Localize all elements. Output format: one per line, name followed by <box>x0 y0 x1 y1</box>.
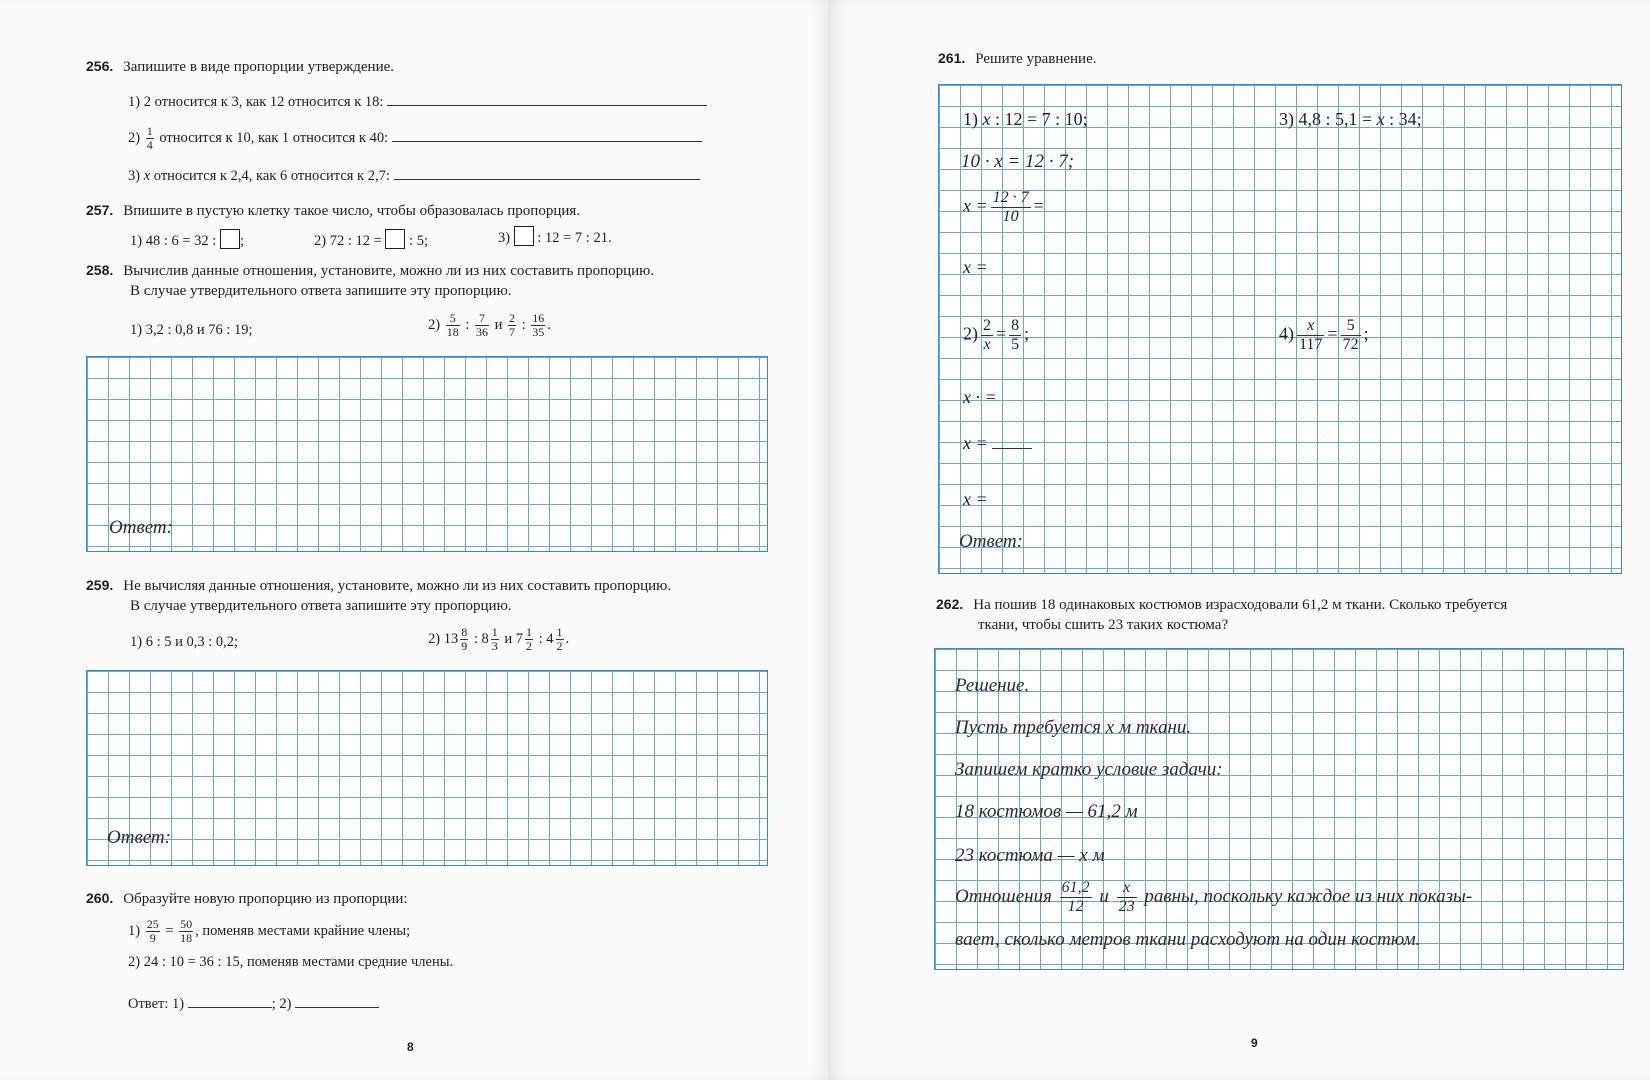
task-256-item-3: 3) x относится к 2,4, как 6 относится к 2,7: <box>128 168 700 185</box>
task-262-text-line1: На пошив 18 одинаковых костюмов израсходовали 61,2 м ткани. Сколько требуется <box>973 597 1508 613</box>
task-260-item-1: 1) $\frac{25}{9}$ = $\frac{50}{18}$ , поменяв местами крайние члены; <box>128 917 411 945</box>
equation-1: 1) x : 12 = 7 : 10; <box>963 109 1088 129</box>
answer-line[interactable] <box>387 105 707 106</box>
task-257-item-3: 3) : 12 = 7 : 21. <box>498 226 612 247</box>
answer-grid-261[interactable] <box>938 84 1622 574</box>
solution-line: вает, сколько метров ткани расходуют на один костюм. <box>955 929 1421 950</box>
step-line: x = <box>963 433 1032 454</box>
answer-line[interactable] <box>394 179 700 180</box>
task-260-number: 260. <box>86 890 114 906</box>
answer-label: Ответ: <box>107 827 171 848</box>
empty-cell[interactable] <box>220 229 240 249</box>
task-262-number: 262. <box>936 596 964 612</box>
step-line: x · = <box>963 387 997 407</box>
handwritten-step: 10 · x = 12 · 7; <box>961 151 1075 172</box>
task-258-item-1: 1) 3,2 : 0,8 и 76 : 19; <box>130 322 253 338</box>
empty-cell[interactable] <box>385 229 405 249</box>
empty-cell[interactable] <box>514 226 534 246</box>
task-261-header <box>938 50 1096 68</box>
task-259-text-line1: Не вычисляя данные отношения, установите, можно ли из них составить пропорцию. <box>123 578 672 594</box>
task-256-text: Запишите в виде пропорции утверждение. <box>123 59 395 75</box>
answer-label: Ответ: <box>959 531 1023 552</box>
fraction: $\frac{1}{4}$ <box>146 124 153 152</box>
task-256-number: 256. <box>86 58 114 74</box>
answer-line[interactable] <box>392 141 702 142</box>
equation-3: 3) 4,8 : 5,1 = x : 34; <box>1279 109 1422 129</box>
task-259-text-line2: В случае утвердительного ответа запишите эту пропорцию. <box>130 598 512 614</box>
task-260-item-2: 2) 24 : 10 = 36 : 15, поменяв местами средние члены. <box>128 954 454 970</box>
solution-line: Отношения $\frac{61,2}{12}$ и $\frac{x}{23}$ равны, поскольку каждое из них показы- <box>955 879 1473 915</box>
answer-grid-259[interactable] <box>86 670 768 866</box>
task-260-text: Образуйте новую пропорцию из пропорции: <box>123 891 408 907</box>
page-number: 8 <box>407 1040 414 1054</box>
task-257-item-1: 1) 48 : 6 = 32 : ; <box>130 229 244 250</box>
step-line: x = <box>963 257 988 277</box>
task-257-text: Впишите в пустую клетку такое число, чтобы образовалась пропорция. <box>123 203 581 219</box>
solution-line: 23 костюма — х м <box>955 845 1105 866</box>
task-259-header <box>86 577 671 595</box>
right-page <box>828 0 1650 1080</box>
task-261-text: Решите уравнение. <box>975 51 1097 67</box>
task-261-number: 261. <box>938 50 966 66</box>
task-258-text-line2: В случае утвердительного ответа запишите эту пропорцию. <box>130 283 512 299</box>
task-258-header <box>86 262 654 280</box>
answer-grid-258[interactable] <box>86 356 768 552</box>
solution-line: Запишем кратко условие задачи: <box>955 759 1223 780</box>
answer-grid-262[interactable] <box>934 648 1624 970</box>
task-257-number: 257. <box>86 202 114 218</box>
task-262-text-line2: ткани, чтобы сшить 23 таких костюма? <box>978 617 1229 633</box>
solution-line: Пусть требуется х м ткани. <box>955 717 1192 738</box>
answer-line[interactable] <box>295 1007 379 1008</box>
task-260-header <box>86 890 408 908</box>
handwritten-step: x = $\frac{12 \cdot 7}{10}$ = <box>963 189 1044 225</box>
step-line: x = <box>963 489 988 509</box>
task-258-item-2: 2) $\frac{5}{18}$ : $\frac{7}{36}$ и $\frac{2}{7}$ : $\frac{16}{35}$ . <box>428 311 551 339</box>
task-258-text-line1: Вычислив данные отношения, установите, можно ли из них составить пропорцию. <box>123 263 655 279</box>
task-259-item-1: 1) 6 : 5 и 0,3 : 0,2; <box>130 634 239 650</box>
solution-line: 18 костюмов — 61,2 м <box>955 801 1138 822</box>
solution-line: Решение. <box>955 675 1030 696</box>
task-259-item-2: 2) 13 $\frac{8}{9}$ : 8 $\frac{1}{3}$ и 7 $\frac{1}{2}$ : 4 $\frac{1}{2}$ . <box>428 625 570 653</box>
task-258-number: 258. <box>86 262 114 278</box>
task-262-header <box>936 596 1507 614</box>
equation-2: 2) $\frac{2}{x}$ = $\frac{8}{5}$ ; <box>963 317 1030 353</box>
task-257-item-2: 2) 72 : 12 = : 5; <box>314 229 428 250</box>
page-number: 9 <box>1251 1036 1258 1050</box>
answer-line[interactable] <box>188 1007 272 1008</box>
task-256-header <box>86 58 394 76</box>
answer-label: Ответ: <box>109 517 173 538</box>
task-257-header <box>86 202 580 220</box>
answer-line[interactable] <box>992 448 1032 449</box>
task-260-answer: Ответ: 1) ; 2) <box>128 996 379 1013</box>
task-259-number: 259. <box>86 577 114 593</box>
task-256-item-1: 1) 2 относится к 3, как 12 относится к 18: <box>128 94 707 111</box>
task-256-item-2: 2) $\frac{1}{4}$ относится к 10, как 1 относится к 40: <box>128 125 702 152</box>
equation-4: 4) $\frac{x}{117}$ = $\frac{5}{72}$ ; <box>1279 317 1369 353</box>
